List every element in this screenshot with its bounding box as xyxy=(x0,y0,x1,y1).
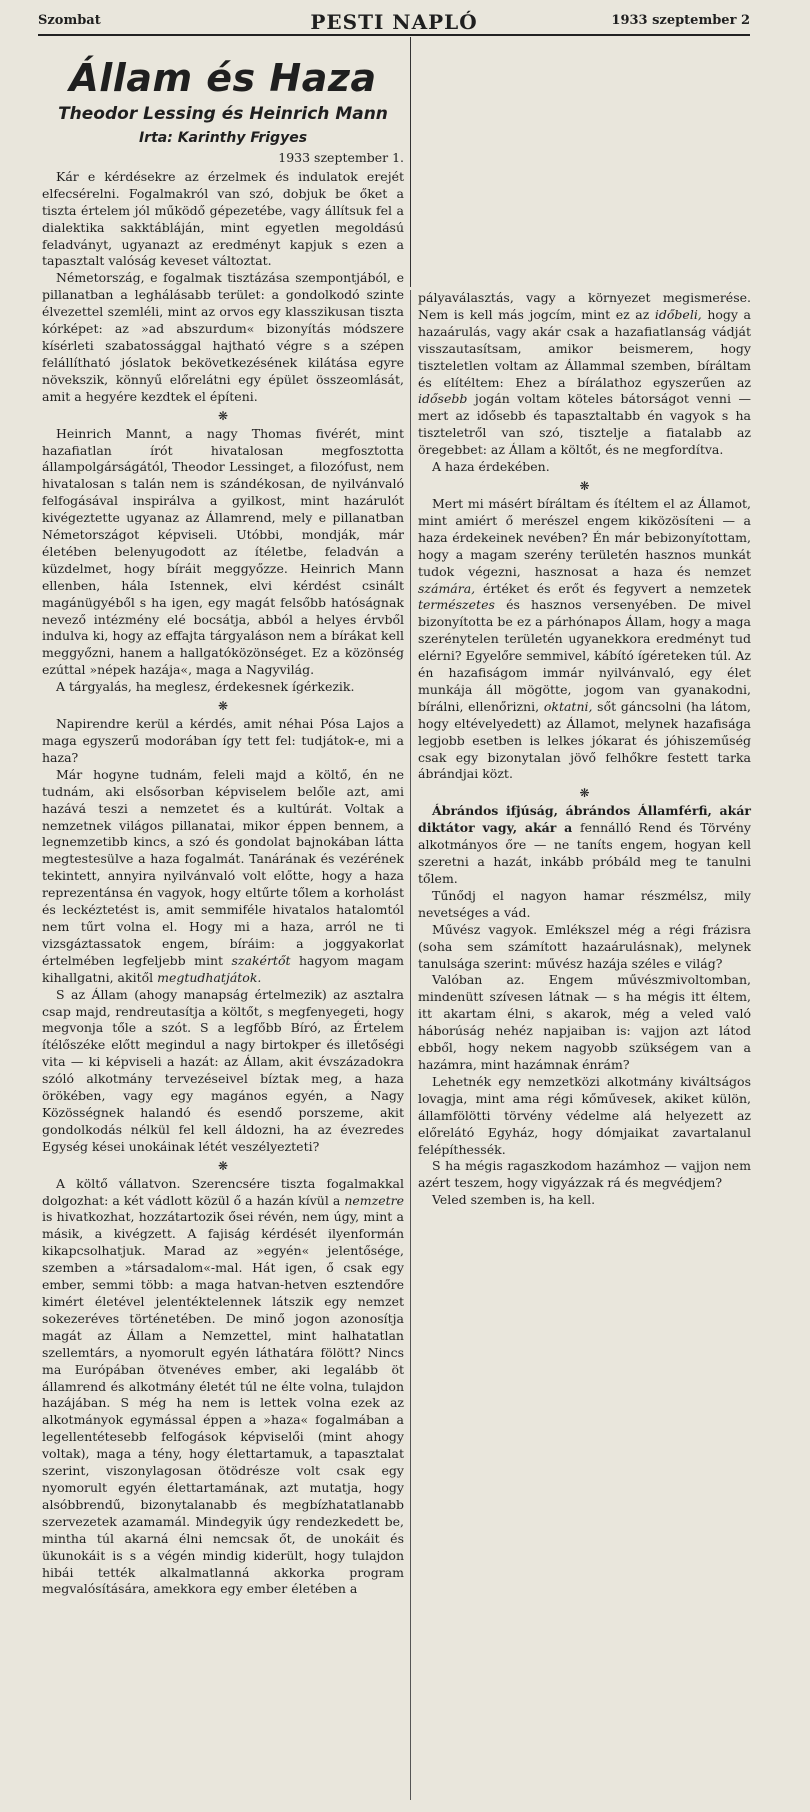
italic-run: megtudhatjátok. xyxy=(157,969,262,985)
text-run: sőt gáncsolni (ha látom, hogy eltévelyedett) az Államot, melynek hazafisága legjobb esetben is lelkes jókarat és jóhiszeműség csak egy bizonytalan jövő felhőkre festett tarka ábrándjai közt. xyxy=(418,698,752,782)
text-run: hagyom magam kihallgatni, akitől xyxy=(42,952,404,985)
text-run: pályaválasztás, vagy a környezet megismerése. Nem is kell más jogcím, mint ez az xyxy=(418,290,751,322)
article-title: Állam és Haza xyxy=(69,56,377,100)
text-run: értéket és erőt és fegyvert a nemzetek xyxy=(475,580,751,596)
paragraph xyxy=(418,496,751,783)
masthead-date: 1933 szeptember 2 xyxy=(611,13,750,28)
paragraph: Heinrich Mannt, a nagy Thomas fivérét, mint hazafiatlan írót hivatalosan megfosztotta állampolgárságától, Theodor Lessinget, a filozófust, nem hivatalosan s talán nem is szándékosan, de nyilvánvaló felfogásával inspirálva a gyilkost, mint hazárulót kivégeztette ugyanaz az Államrend, mely e pillanatban Németországot képviseli. Utóbbi, mondják, már életében belenyugodott az ítéletbe, feladván a küzdelmet, hogy bíráit meggyőzze. Heinrich Mann ellenben, hála Istennek, elvi kérdést csinált magánügyéből s ha igen, egy magát felsőbb hatóságnak nevező intézmény elé bocsátja, abból a helyes érvből indulva ki, hogy az effajta tárgyaláson nem a bírákat kell meggyőzni, hanem a hallgatóközönséget. Ez a közönség ezúttal »népek hazája«, maga a Nagyvilág. xyxy=(42,425,404,678)
italic-run: természetes xyxy=(418,597,495,613)
italic-run: számára, xyxy=(418,580,476,596)
article-header xyxy=(38,40,408,146)
newspaper-name: PESTI NAPLÓ xyxy=(310,10,478,34)
paragraph: A tárgyalás, ha meglesz, érdekesnek ígérkezik. xyxy=(56,679,355,695)
column-divider-top xyxy=(410,37,411,287)
section-separator: ❋ xyxy=(579,786,590,801)
paragraph xyxy=(418,803,751,888)
paragraph: Németország, e fogalmak tisztázása szempontjából, e pillanatban a leghálásabb terület: a gondolkodó szinte élvezettel szemléli, mint az orvos egy klasszikusan tiszta kórképet: az »ad abszurdum« bizonyítás módszere kísérleti szabatossággal hajtható végre s a szépen felállítható jóslatok bekövetkezésének kilátása egyre növekszik, könnyű előrelátni egy épület összeomlását, amit a hegyére kezdtek el építeni. xyxy=(42,270,404,404)
article-dateline: 1933 szeptember 1. xyxy=(278,150,404,165)
italic-run: szakértőt xyxy=(231,952,291,968)
text-run: is hivatkozhat, hozzátartozik ősei révén, nem úgy, mint a másik, a kivégzett. A fajiság kérdését ilyenformán kikapcsolhatjuk. Marad az »egyén« jelentősége, szemben a »társadalom«-mal. Hát igen, ő csak egy ember, semmi több: a maga hatvan-hetven esztendőre kimért életével jelentéktelennek látszik egy nemzet sokezeréves történetében. De minő jogon azonosítja magát az Állam a Nemzettel, mint halhatatlan szellemtárs, a nyomorult egyén láthatára fölött? Nincs ma Európában ötvenéves ember, aki legalább öt államrend és alkotmány életét túl ne élte volna, tulajdon hazájában. S még ha nem is lettek volna ezek az alkotmányok egymással éppen a »haza« fogalmában a legellentétesebb felfogások képviselői (mint ahogy voltak), maga a tény, hogy élettartamuk, a tapasztalat szerint, viszonylagosan ötödrésze volt csak egy nyomorult egyén élettartamának, azt mutatja, hogy alsóbbrendű, bizonytalanabb és megbízhatatlanabb szervezetek azamamál. Mindegyik úgy rendezkedett be, mintha túl akarná élni nemcsak őt, de unokáit és ükunokáit is s a végén mindig kiderült, hogy tulajdon hibái tették alkalmatlanná akkorka program megvalósítására, amekkora egy ember életében a xyxy=(42,1209,404,1597)
article-subtitle: Theodor Lessing és Heinrich Mann xyxy=(58,104,388,124)
italic-run: oktatni, xyxy=(543,698,593,714)
paragraph: Lehetnék egy nemzetközi alkotmány kiváltságos lovagja, mint ama régi kőművesek, akiket külön, államfölötti törvény védelme alá helyezett az előrelátó Egyház, hogy dómjaikat zavartalanul felépíthessék. xyxy=(418,1073,751,1157)
bold-run: Ábrándos ifjúság, ábrándos Államférfi, akár diktátor vagy, akár a xyxy=(418,803,751,836)
text-run: hogy a hazaárulás, vagy akár csak a hazafiatlanság vádját visszautasítsam, amikor beismerem, hogy tiszteletlen voltam az Állammal szemben, bíráltam és elítéltem: Ehez a bírálathoz egyszerűen az xyxy=(418,306,751,390)
masthead-rule xyxy=(38,34,750,36)
column-divider xyxy=(410,290,411,1800)
italic-run: időbeli, xyxy=(654,306,702,322)
text-run: fennálló Rend és Törvény alkotmányos őre — ne taníts engem, hogyan kell szeretni a hazát, inkább próbáld meg te tanulni tőlem. xyxy=(418,820,751,886)
italic-run: nemzetre xyxy=(344,1192,404,1208)
section-separator: ❋ xyxy=(217,408,229,423)
text-run: Mert mi másért bíráltam és ítéltem el az Államot, mint amiért ő merészel engem kiközösíteni — a haza érdekeinek nevében? Én már bebizonyítottam, hogy a magam szerény területén hasznos munkát tudok végezni, hasznosat a haza és nemzet xyxy=(418,495,751,579)
paragraph: S ha mégis ragaszkodom hazámhoz — vajjon nem azért teszem, hogy vigyázzak rá és megvédjem? xyxy=(418,1158,751,1191)
text-run: és hasznos versenyében. De mivel bizonyította be ez a párhónapos Állam, hogy a maga szerénytelen területén ugyanekkora eredményt tud elérni? Egyelőre semmivel, kábító ígéreteken túl. Az én hazafiságom immár nyilvánvaló, egy élet munkája áll mögötte, jogom van gyanakodni, bírálni, ellenőrizni, xyxy=(418,597,751,714)
paragraph: S az Állam (ahogy manapság értelmezik) az asztalra csap majd, rendreutasítja a költőt, s megfenyegeti, hogy megvonja tőle a szót. S a legfőbb Bíró, az Értelem ítélőszéke előtt megindul a nagy birtokper és illetőségi vita — ki képviseli a hazát: az Állam, akit évszázadokra szóló alkotmány tervezéseivel bíztak meg, a haza örökében, vagy egy magános egyén, a Nagy Közösségnek halandó és esendő porszeme, akit gondolkodás nélkül fel kell áldozni, ha az évezredes Egység kései unokáinak létét veszélyezteti? xyxy=(42,986,404,1154)
article-byline: Irta: Karinthy Frigyes xyxy=(138,130,308,146)
section-separator: ❋ xyxy=(579,478,590,493)
italic-run: idősebb xyxy=(418,391,468,407)
masthead-day: Szombat xyxy=(38,13,101,28)
paragraph: Veled szemben is, ha kell. xyxy=(432,1192,596,1208)
text-run: A költő vállatvon. Szerencsére tiszta fogalmakkal dolgozhat: a két vádlott közül ő a hazán kívül a xyxy=(42,1175,404,1208)
text-run: jogán voltam köteles bátorságot venni — mert az idősebb és tapasztaltabb én vagyok s ha tiszteletről van szó, tisztelje a fiatalabb az öregebbet: az Állam a költőt, és ne megfordítva. xyxy=(418,391,751,458)
paragraph xyxy=(418,290,751,459)
paragraph: Kár e kérdésekre az érzelmek és indulatok erejét elfecsérelni. Fogalmakról van szó, dobjuk be őket a tiszta értelem jól működő gépezetébe, vagy állítsuk fel a dialektika sakktábláján, mint egyetlen megoldású feladványt, ugyanazt az eredményt kapjuk s ezen a tapasztalt valóság keveset változtat. xyxy=(42,168,404,269)
paragraph: Művész vagyok. Emlékszel még a régi frázisra (soha sem számított hazaárulásnak), melynek tanulsága szerint: művész hazája széles e világ? xyxy=(418,921,751,971)
article-column-right xyxy=(418,290,751,1209)
section-separator: ❋ xyxy=(217,1158,229,1173)
paragraph: Tűnődj el nagyon hamar részmélsz, mily nevetséges a vád. xyxy=(418,887,751,920)
paragraph: Valóban az. Engem művészmivoltomban, mindenütt szívesen látnak — s ha mégis itt éltem, itt akartam élni, s akarok, még a veled való háborúság nehéz napjaiban is: vajjon azt látod ebből, hogy nekem nagyobb szükségem van a hazámra, mint hazámnak énrám? xyxy=(418,972,751,1072)
paragraph: A haza érdekében. xyxy=(432,459,550,475)
paragraph xyxy=(42,767,404,987)
paragraph: Napirendre kerül a kérdés, amit néhai Pósa Lajos a maga egyszerű modorában így tett fel: tudjátok-e, mi a haza? xyxy=(42,716,404,765)
paragraph xyxy=(42,1176,404,1599)
text-run: Már hogyne tudnám, feleli majd a költő, én ne tudnám, aki elsősorban képviselem belőle azt, ami hazává teszi a nemzetet és a kultúrát. Voltak a nemzetnek világos pillanatai, mikor éppen bennem, a legnemzetibb kincs, a szó és gondolat bajnokában látta megtestesülve a haza fogalmát. Tanárának és vezérének tekintett, annyira nyilvánvaló volt előtte, hogy a haza reprezentánsa én vagyok, hogy eltűrte tőlem a korholást és leckéztetést is, amit semmiféle hivatalos hatalomtól nem tűrt volna el. Hogy mi a haza, arról ne ti vizsgáztassatok engem, bíráim: a joggyakorlat értelmében legfeljebb mint xyxy=(42,766,404,968)
section-separator: ❋ xyxy=(217,699,229,714)
article-column-left xyxy=(42,150,404,1598)
masthead xyxy=(38,10,750,32)
